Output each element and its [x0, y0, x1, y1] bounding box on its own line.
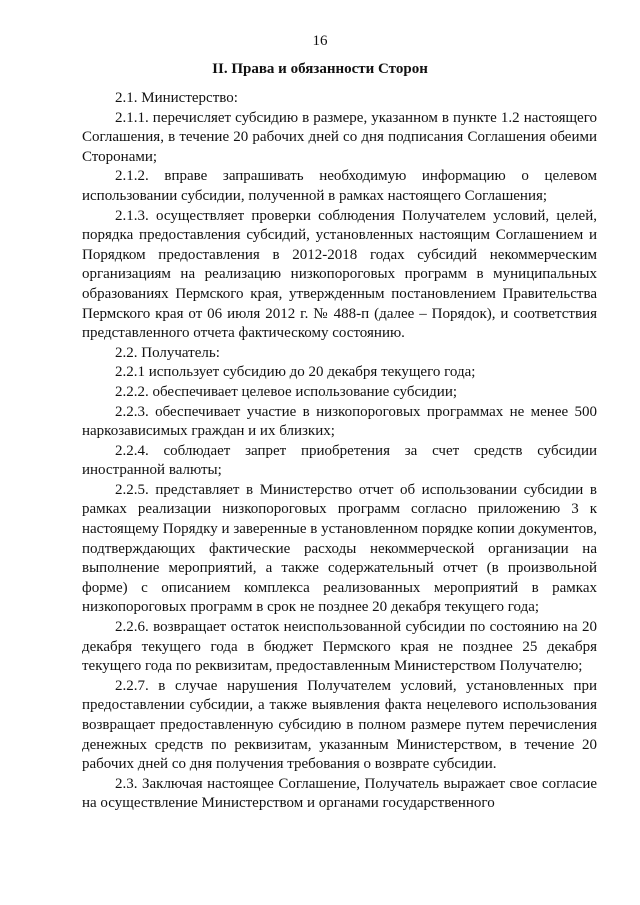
paragraph-2-1-3: 2.1.3. осуществляет проверки соблюдения Получателем условий, целей, порядка предоставления субсидий, установленных настоящим Соглашением и Порядком предоставления в 2012-2018 годах субсидий некоммерческим организациям на реализацию низкопороговых программ в муниципальных образованиях Пермского края, утвержденным постановлением Правительства Пермского края от 06 июля 2012 г. № 488-п (далее – Порядок), и соответствия представленного отчета фактическому состоянию. [82, 207, 597, 342]
paragraph-2-2-3: 2.2.3. обеспечивает участие в низкопороговых программах не менее 500 наркозависимых граждан и их близких; [82, 403, 597, 440]
paragraph-2-2-7: 2.2.7. в случае нарушения Получателем условий, установленных при предоставлении субсидии, а также выявления факта нецелевого использования возвращает предоставленную субсидию в полном размере путем перечисления денежных средств по реквизитам, указанным Министерством, в течение 20 рабочих дней со дня получения требования о возврате субсидии. [82, 677, 597, 773]
paragraph-2-2-5: 2.2.5. представляет в Министерство отчет об использовании субсидии в рамках реализации низкопороговых программ согласно приложению 3 к настоящему Порядку и заверенные в установленном порядке копии документов, подтверждающих фактические расходы некоммерческой организации на выполнение мероприятий, а также содержательный отчет (в произвольной форме) с описанием комплекса реализованных мероприятий в рамках низкопороговых программ в срок не позднее 20 декабря текущего года; [82, 481, 597, 616]
paragraph-2-1: 2.1. Министерство: [115, 90, 238, 106]
paragraph-2-1-1: 2.1.1. перечисляет субсидию в размере, указанном в пункте 1.2 настоящего Соглашения, в течение 20 рабочих дней со дня подписания Соглашения обеими Сторонами; [82, 109, 597, 165]
document-body [82, 89, 597, 814]
paragraph-2-1-2: 2.1.2. вправе запрашивать необходимую информацию о целевом использовании субсидии, полученной в рамках настоящего Соглашения; [82, 168, 597, 204]
paragraph-2-3: 2.3. Заключая настоящее Соглашение, Получатель выражает свое согласие на осуществление Министерством и органами государственного [82, 775, 597, 812]
paragraph-2-2-2: 2.2.2. обеспечивает целевое использование субсидии; [115, 383, 458, 400]
section-title: II. Права и обязанности Сторон [212, 61, 428, 77]
page-number: 16 [312, 33, 328, 49]
paragraph-2-2: 2.2. Получатель: [115, 344, 220, 361]
paragraph-2-2-4: 2.2.4. соблюдает запрет приобретения за счет средств субсидии иностранной валюты; [82, 442, 597, 479]
paragraph-2-2-6: 2.2.6. возвращает остаток неиспользованной субсидии по состоянию на 20 декабря текущего года в бюджет Пермского края не позднее 25 декабря текущего года по реквизитам, предоставленным Министерством Получателю; [82, 619, 597, 675]
paragraph-2-2-1: 2.2.1 использует субсидию до 20 декабря текущего года; [115, 364, 476, 381]
